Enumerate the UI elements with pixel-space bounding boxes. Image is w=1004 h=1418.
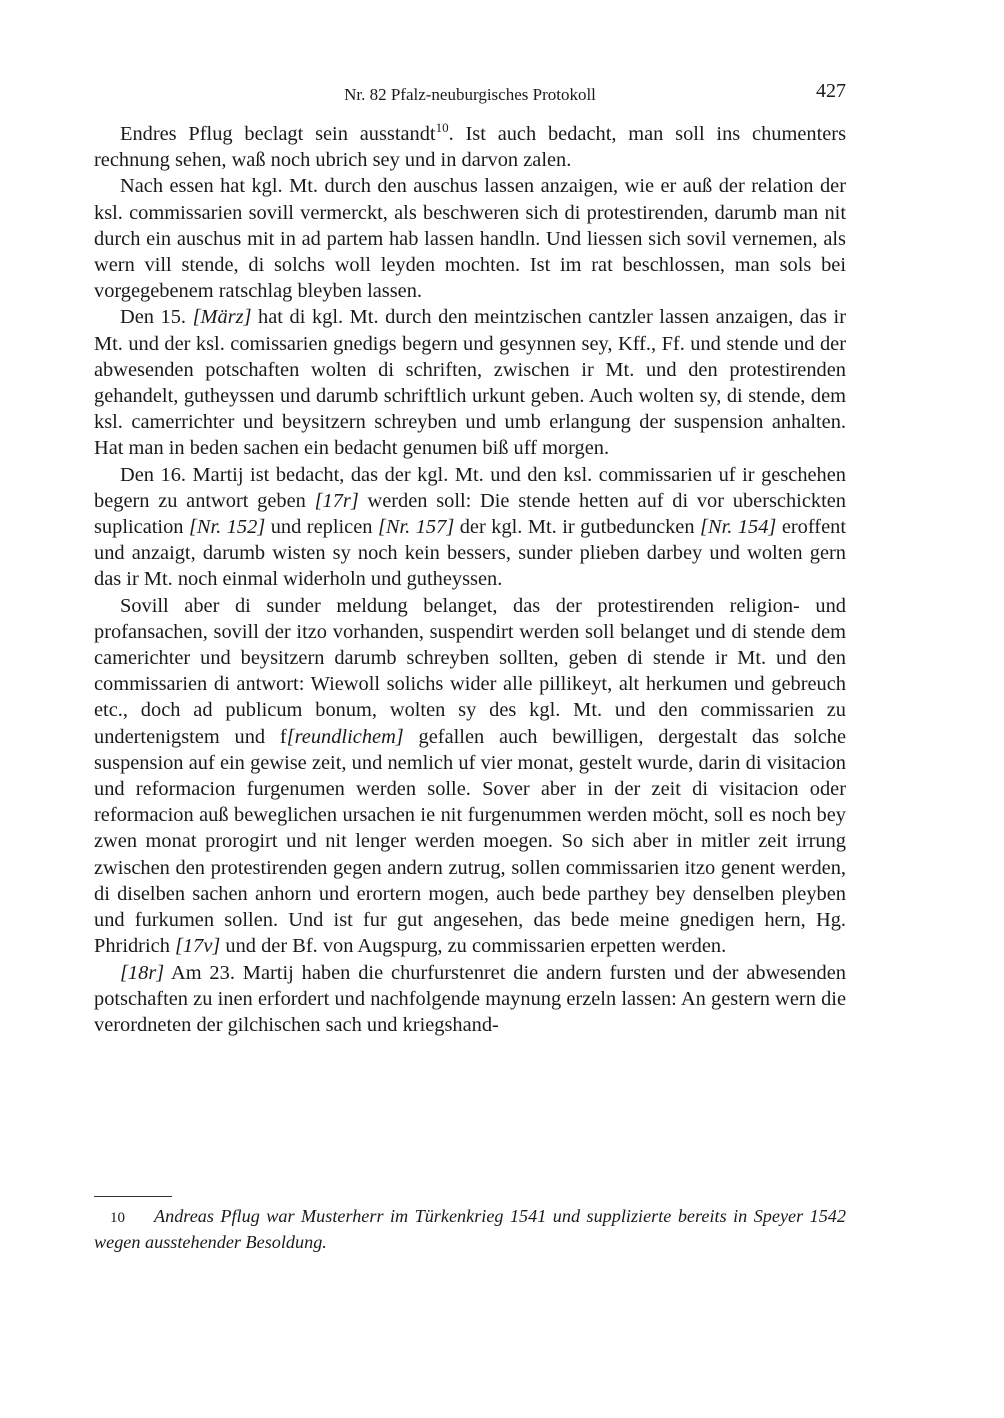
text-run: Nach essen hat kgl. Mt. durch den auschus lassen anzaigen, wie er auß der relation der ksl. commissarien sovill vermerckt, als beschweren sich di protestirenden, darumb man nit durch ein auschus mit in ad partem hab lassen handln. Und liessen sich sovil vernemen, als wern vill stende, di solchs woll leyden mochten. Ist im rat beschlossen, man sols bei vorgegebenem ratschlag bleyben lassen. — [94, 175, 846, 303]
page-header — [94, 80, 846, 108]
text-run: der kgl. Mt. ir gutbeduncken — [454, 516, 701, 539]
footnote-separator — [94, 1196, 172, 1197]
text-run: . Ist auch bedacht, man soll ins chumenters rechnung sehen, waß noch ubrich sey und in darvon zalen. — [94, 123, 847, 172]
text-run: Den 15. — [120, 306, 193, 329]
text-run: Endres Pflug beclagt sein ausstandt — [120, 123, 436, 145]
body-text — [94, 121, 846, 1038]
editorial-note: [17v] — [175, 935, 221, 958]
paragraph — [94, 173, 846, 304]
paragraph — [94, 462, 846, 593]
text-run: und replicen — [265, 516, 378, 539]
footnote — [94, 1204, 846, 1254]
paragraph — [94, 121, 846, 173]
editorial-note: [Nr. 157] — [377, 516, 455, 539]
paragraph — [94, 304, 846, 461]
text-run: Sovill aber di sunder meldung belanget, das der protestirenden religion- und profansachen, sovill der itzo vorhanden, suspendirt werden soll belanget und di stende dem camerichter und beysitzern darumb schreyben sollten, geben di stende ir Mt. und den commissarien di antwort: Wiewoll solichs wider alle pillikeyt, alt herkumen und gebreuch etc., doch ad publicum bonum, wolten sy des kgl. Mt. und den commissarien zu undertenigstem und f — [94, 594, 846, 748]
footnote-text: Andreas Pflug war Musterherr im Türkenkrieg 1541 und supplizierte bereits in Speyer 1542 wegen ausstehender Besoldung. — [94, 1206, 846, 1252]
text-run: Den 16. Martij ist bedacht, das der kgl. Mt. und den ksl. commissarien uf ir geschehen begern zu antwort geben — [94, 463, 846, 512]
text-run: werden soll: Die stende hetten auf di vor uberschickten suplication — [94, 489, 846, 539]
text-run: Am 23. Martij haben die churfurstenret die andern fursten und der abwesenden potschaften zu inen erfordert und nachfolgende maynung erzeln lassen: An gestern wern die verordneten der gilchischen sach und kriegshand- — [94, 961, 846, 1036]
editorial-note: [17r] — [314, 489, 359, 512]
page-number: 427 — [816, 80, 846, 102]
editorial-note: [reundlichem] — [286, 725, 404, 748]
footnote-reference: 10 — [435, 120, 449, 136]
text-run: und der Bf. von Augspurg, zu commissarien erpetten werden. — [220, 935, 727, 958]
paragraph — [94, 960, 846, 1039]
text-run: hat di kgl. Mt. durch den meintzischen cantzler lassen anzaigen, das ir Mt. und der ksl. comissarien gnedigs begern und gesynnen sey, Kff., Ff. und stende und der abwesenden potschaften wolten di schriften, zwischen ir Mt. und den protestirenden gehandelt, gutheyssen und darumb schriftlich urkunt geben. Auch wolten sy, di stende, dem ksl. camerrichter und beysitzern schreyben und umb erlangung der suspension anhalten. Hat man in beden sachen ein bedacht genumen biß uff morgen. — [94, 306, 846, 460]
text-run: gefallen auch bewilligen, dergestalt das solche suspension auf ein gewise zeit, und nemlich uf vier monat, gestelt wurde, darin di visitacion und reformacion furgenumen werden solle. Sover aber in der zeit di visitacion oder reformacion auß beweglichen ursachen ie nit furgenummen werden möcht, soll es noch bey zwen monat prorogirt und nit lenger werden moegen. So sich aber in mitler zeit irrung zwischen den protestirenden gegen andern zutrug, sollen commissarien itzo genent werden, di diselben sachen anhorn und erortern mogen, auch bede parthey bey denselben pleyben und furkumen sollen. Und ist fur gut angesehen, das bede meine gnedigen hern, Hg. Phridrich — [94, 725, 847, 958]
running-head: Nr. 82 Pfalz-neuburgisches Protokoll — [344, 85, 596, 104]
paragraph — [94, 593, 846, 960]
text-run: eroffent und anzaigt, darumb wisten sy noch kein bessers, sunder plieben darbey und wolten gern das ir Mt. noch einmal widerholn und gutheyssen. — [94, 516, 846, 591]
editorial-note: [März] — [192, 306, 252, 329]
footnote-number: 10 — [110, 1210, 125, 1226]
editorial-note: [Nr. 154] — [700, 516, 777, 539]
editorial-note: [Nr. 152] — [188, 516, 266, 539]
editorial-note: [18r] — [120, 961, 165, 984]
